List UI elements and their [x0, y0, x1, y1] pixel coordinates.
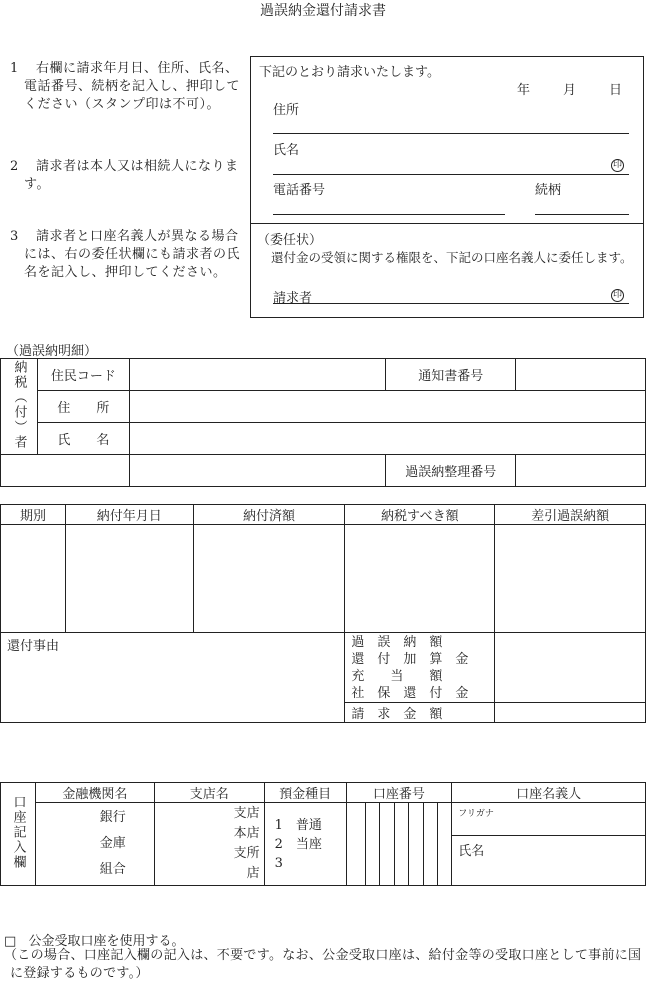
bank-type: 組合 — [99, 862, 126, 877]
name-field[interactable] — [273, 174, 629, 175]
note-text: 請求者と口座名義人が異なる場合には、右の委任状欄にも請求者の氏名を記入し、押印してください。 — [24, 229, 241, 280]
account-digit[interactable] — [366, 803, 380, 886]
resident-code-label: 住民コード — [37, 359, 129, 391]
note-3 — [10, 228, 240, 308]
note-1 — [10, 60, 240, 140]
address-label: 住所 — [273, 103, 300, 118]
holder-name-label: 氏名 — [458, 844, 485, 859]
paid-amount-field[interactable] — [193, 525, 345, 633]
branch-type: 本店 — [233, 826, 260, 841]
branch-field[interactable] — [154, 803, 264, 886]
address-field[interactable] — [273, 133, 629, 134]
amount-label: 還 付 加 算 金 — [351, 651, 469, 667]
address-label: 住 所 — [37, 391, 129, 423]
bank-field[interactable] — [35, 803, 154, 886]
requester-label: 請求者 — [273, 291, 313, 306]
request-amount-label: 請 求 金 額 — [345, 703, 495, 723]
payer-name-field[interactable] — [129, 423, 645, 455]
day-label: 日 — [609, 83, 623, 98]
account-table — [0, 782, 646, 886]
account-digit[interactable] — [395, 803, 409, 886]
furigana-field[interactable] — [452, 803, 646, 836]
seal-icon: 印 — [612, 290, 622, 300]
overpaid-field[interactable] — [495, 525, 646, 633]
amount-label: 充 当 額 — [351, 668, 443, 684]
name-label: 氏名 — [273, 143, 300, 158]
note-text: 請求者は本人又は相続人になります。 — [24, 159, 239, 192]
bank-type: 銀行 — [99, 810, 126, 825]
header-period: 期別 — [1, 505, 66, 525]
header-tax-due: 納税すべき額 — [345, 505, 495, 525]
phone-label: 電話番号 — [273, 183, 326, 198]
account-digit[interactable] — [380, 803, 395, 886]
deposit-type-field[interactable] — [264, 803, 346, 886]
note-number: 2 — [10, 159, 19, 174]
bank-type: 金庫 — [99, 836, 126, 851]
header-branch: 支店名 — [154, 783, 264, 803]
branch-type: 支店 — [233, 806, 260, 821]
note-text: 右欄に請求年月日、住所、氏名、電話番号、続柄を記入し、押印してください（スタンプ印は不可）。 — [24, 61, 241, 112]
header-overpaid: 差引過誤納額 — [495, 505, 646, 525]
note-number: 1 — [10, 61, 19, 76]
account-digit[interactable] — [409, 803, 424, 886]
holder-name-field[interactable] — [452, 836, 646, 886]
page-title: 過誤納金還付請求書 — [260, 3, 386, 19]
proxy-text: 還付金の受領に関する権限を、下記の口座名義人に委任します。 — [271, 250, 633, 265]
header-pay-date: 納付年月日 — [65, 505, 193, 525]
branch-type: 支所 — [233, 846, 260, 861]
amount-label: 過 誤 納 額 — [351, 634, 443, 650]
detail-table — [0, 358, 646, 487]
deposit-type: 1 普通 — [274, 817, 322, 833]
header-bank: 金融機関名 — [35, 783, 154, 803]
blank-cell[interactable] — [129, 455, 386, 487]
public-account-label: 公金受取口座を使用する。 — [28, 934, 185, 949]
proxy-heading: （委任状） — [257, 233, 323, 248]
request-amount-field[interactable] — [495, 703, 646, 723]
branch-type: 店 — [246, 866, 260, 881]
seal-icon: 印 — [612, 160, 622, 170]
account-side-label: 口座記入欄 — [1, 783, 36, 886]
payer-address-field[interactable] — [129, 391, 645, 423]
header-deposit-type: 預金種目 — [264, 783, 346, 803]
account-digit[interactable] — [438, 803, 452, 886]
pay-date-field[interactable] — [65, 525, 193, 633]
header-holder: 口座名義人 — [452, 783, 646, 803]
amount-field[interactable] — [495, 633, 646, 703]
note-number: 3 — [10, 229, 19, 244]
phone-field[interactable] — [273, 214, 505, 215]
tax-due-field[interactable] — [345, 525, 495, 633]
note-2 — [10, 158, 240, 198]
relation-label: 続柄 — [535, 183, 562, 198]
period-table — [0, 504, 646, 723]
month-label: 月 — [563, 83, 577, 98]
header-account-no: 口座番号 — [346, 783, 452, 803]
amount-labels — [345, 633, 495, 703]
notice-no-field[interactable] — [516, 359, 646, 391]
adjust-no-field[interactable] — [516, 455, 646, 487]
account-digit[interactable] — [346, 803, 366, 886]
requester-field[interactable] — [273, 303, 629, 304]
blank-cell[interactable] — [1, 455, 130, 487]
refund-reason-label: 還付事由 — [7, 639, 60, 654]
refund-reason-field[interactable] — [1, 633, 345, 723]
furigana-label: フリガナ — [458, 809, 494, 819]
deposit-type: 3 — [274, 855, 283, 871]
year-label: 年 — [517, 83, 531, 98]
relation-field[interactable] — [535, 214, 629, 215]
detail-caption: （過誤納明細） — [6, 344, 98, 359]
resident-code-field[interactable] — [129, 359, 386, 391]
payer-label: 納税（付）者 — [1, 359, 38, 455]
request-heading: 下記のとおり請求いたします。 — [259, 65, 440, 80]
adjust-no-label: 過誤納整理番号 — [386, 455, 516, 487]
notice-no-label: 通知書番号 — [386, 359, 516, 391]
divider — [251, 223, 643, 224]
header-paid-amount: 納付済額 — [193, 505, 345, 525]
amount-label: 社 保 還 付 金 — [351, 685, 469, 701]
period-field[interactable] — [1, 525, 66, 633]
deposit-type: 2 当座 — [274, 836, 322, 852]
request-box — [250, 56, 644, 318]
name-label: 氏 名 — [37, 423, 129, 455]
public-account-note: （この場合、口座記入欄の記入は、不要です。なお、公金受取口座は、給付金等の受取口座として事前に国に登録するものです。） — [4, 948, 642, 981]
public-account-checkbox[interactable]: □ — [4, 934, 17, 949]
account-digit[interactable] — [424, 803, 438, 886]
